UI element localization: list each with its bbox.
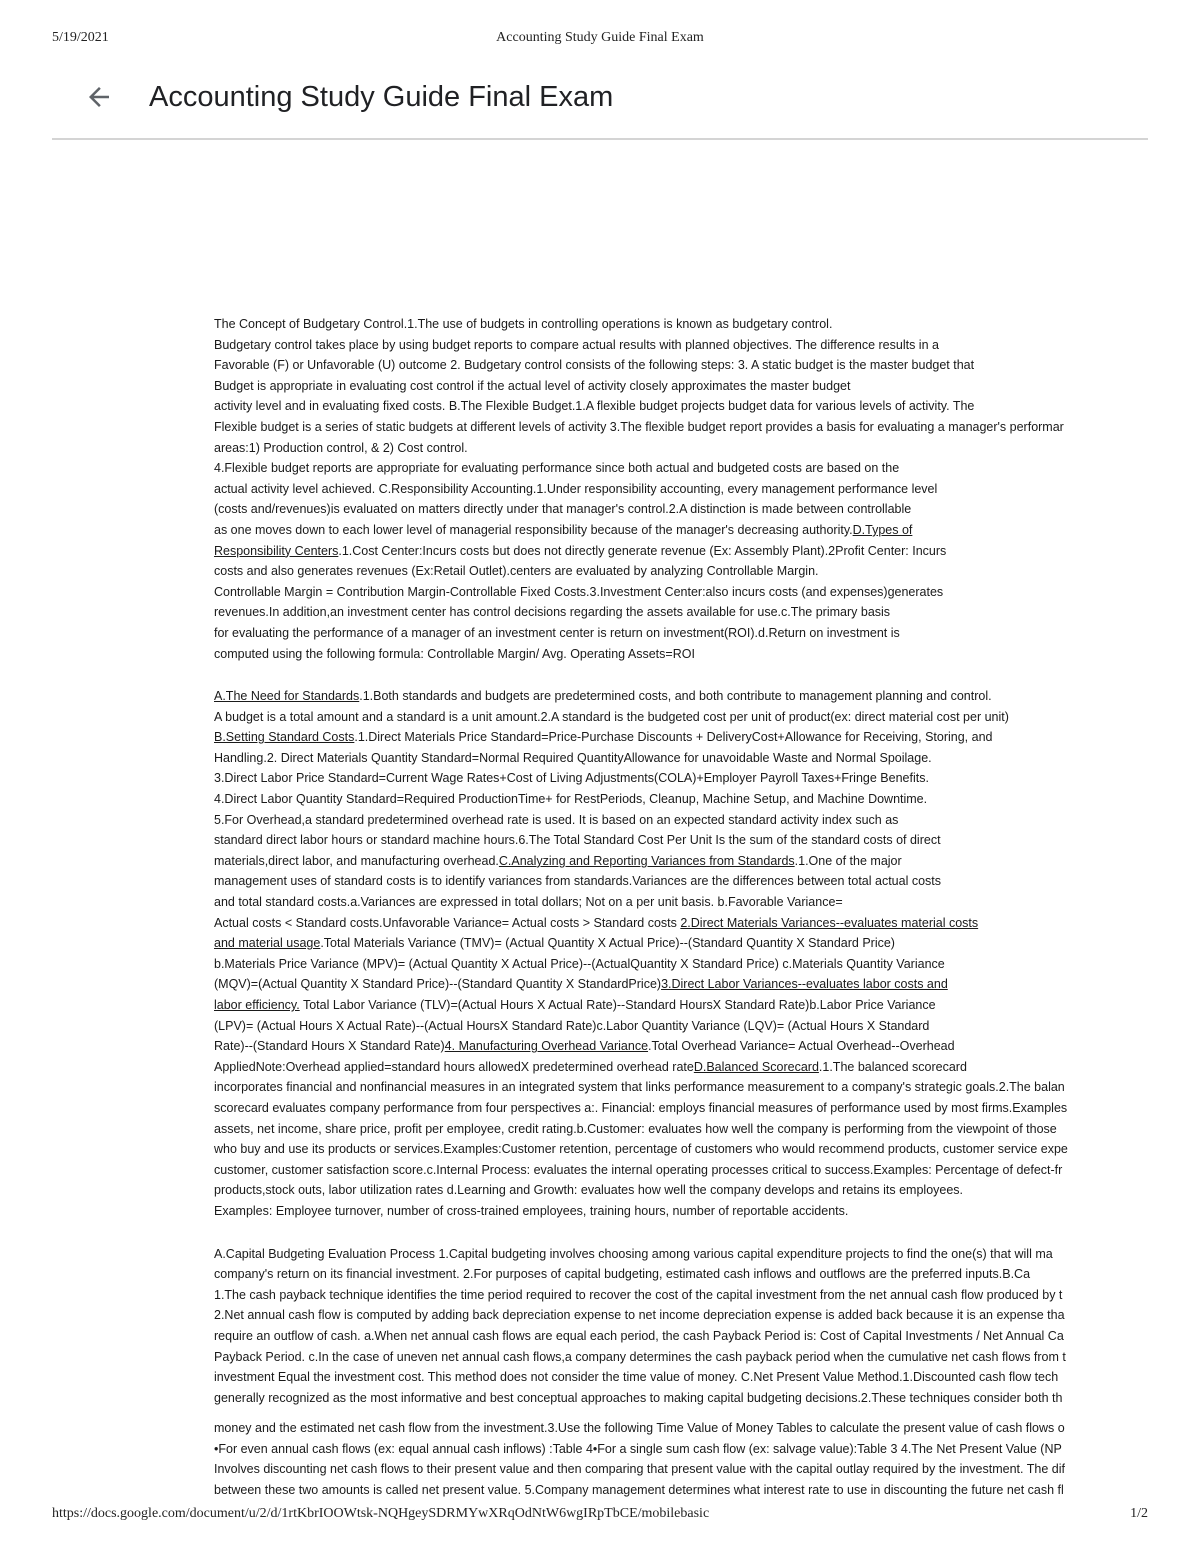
text-line: 1.The cash payback technique identifies the time period required to recover the cost of the capital investment from the net annual cash flow produced by t: [214, 1287, 1063, 1302]
underlined-heading: D.Balanced Scorecard: [693, 1059, 819, 1074]
text-segment: as one moves down to each lower level of managerial responsibility because of the manager's decreasing authority.: [214, 522, 853, 537]
underlined-heading: C.Analyzing and Reporting Variances from Standards: [498, 853, 795, 868]
page-number: 1/2: [1130, 1506, 1148, 1521]
text-line: Examples: Employee turnover, number of cross-trained employees, training hours, number of reportable accidents.: [214, 1203, 849, 1218]
text-line: incorporates financial and nonfinancial measures in an integrated system that links performance measurement to a company's strategic goals.2.The balan: [214, 1080, 1065, 1095]
underlined-heading: D.Types of: [852, 522, 913, 537]
print-footer: [52, 1506, 1148, 1526]
text-line: [214, 541, 1148, 562]
document-title: Accounting Study Guide Final Exam: [149, 81, 614, 113]
text-segment: materials,direct labor, and manufacturing overhead.: [214, 853, 499, 868]
text-line: [214, 686, 1148, 707]
text-line: customer, customer satisfaction score.c.Internal Process: evaluates the internal operating processes critical to success.Examples: Percentage of defect-fr: [214, 1162, 1063, 1177]
text-line: 2.Net annual cash flow is computed by adding back depreciation expense to net income depreciation expense is added back because it is an expense tha: [214, 1308, 1065, 1323]
text-line: 4.Direct Labor Quantity Standard=Required ProductionTime+ for RestPeriods, Cleanup, Machine Setup, and Machine Downtime.: [214, 792, 928, 807]
text-line: between these two amounts is called net present value. 5.Company management determines what interest rate to use in discounting the future net cash fl: [214, 1483, 1064, 1498]
text-line: 3.Direct Labor Price Standard=Current Wage Rates+Cost of Living Adjustments(COLA)+Employer Payroll Taxes+Fringe Benefits.: [214, 771, 929, 786]
paragraph-budgetary-control: [214, 314, 1148, 664]
text-line: [214, 520, 1148, 541]
text-line: •For even annual cash flows (ex: equal annual cash inflows) :Table 4•For a single sum cash flow (ex: salvage value):Table 3 4.The Net Present Value (NP: [214, 1441, 1062, 1456]
text-line: [214, 1036, 1148, 1057]
text-line: assets, net income, share price, profit per employee, credit rating.b.Customer: evaluates how well the company is performing from the viewpoint of those: [214, 1121, 1057, 1136]
text-line: costs and also generates revenues (Ex:Retail Outlet).centers are evaluated by analyzing Controllable Margin.: [214, 564, 819, 579]
text-segment: (MQV)=(Actual Quantity X Standard Price)--(Standard Quantity X StandardPrice): [214, 977, 662, 992]
print-url: https://docs.google.com/document/u/2/d/1rtKbrIOOWtsk-NQHgeySDRMYwXRqOdNtW6wgIRpTbCE/mobilebasic: [52, 1506, 710, 1521]
text-line: generally recognized as the most informative and best conceptual approaches to making capital budgeting decisions.2.These techniques consider both th: [214, 1390, 1063, 1405]
text-line: activity level and in evaluating fixed costs. B.The Flexible Budget.1.A flexible budget projects budget data for various levels of activity. The: [214, 399, 975, 414]
text-line: [214, 974, 1148, 995]
text-line: Flexible budget is a series of static budgets at different levels of activity 3.The flexible budget report provides a basis for evaluating a manager's performar: [214, 419, 1064, 434]
text-segment: AppliedNote:Overhead applied=standard hours allowedX predetermined overhead rate: [214, 1059, 694, 1074]
back-button[interactable]: [82, 80, 116, 114]
document-body: [214, 314, 1148, 1498]
arrow-left-icon: [84, 82, 114, 112]
text-segment: .1.Cost Center:Incurs costs but does not directly generate revenue (Ex: Assembly Plant).2Profit Center: Incurs: [338, 543, 947, 558]
text-line: A budget is a total amount and a standard is a unit amount.2.A standard is the budgeted cost per unit of product(ex: direct material cost per unit): [214, 709, 1009, 724]
text-line: revenues.In addition,an investment center has control decisions regarding the assets available for use.c.The primary basis: [214, 605, 891, 620]
paragraph-capital-budgeting: [214, 1244, 1148, 1409]
text-line: 4.Flexible budget reports are appropriate for evaluating performance since both actual and budgeted costs are based on the: [214, 461, 900, 476]
text-line: require an outflow of cash. a.When net annual cash flows are equal each period, the cash Payback Period is: Cost of Capital Investments / Net Annual Ca: [214, 1328, 1064, 1343]
text-line: [214, 995, 1148, 1016]
text-line: scorecard evaluates company performance from four perspectives a:. Financial: employs financial measures of performance used by most firms.Examples: [214, 1100, 1068, 1115]
underlined-heading: 2.Direct Materials Variances--evaluates material costs: [680, 915, 979, 930]
underlined-heading: and material usage: [214, 936, 321, 951]
text-line: for evaluating the performance of a manager of an investment center is return on investment(ROI).d.Return on investment is: [214, 625, 900, 640]
text-line: Controllable Margin = Contribution Margin-Controllable Fixed Costs.3.Investment Center:also incurs costs (and expenses)generates: [214, 584, 944, 599]
text-segment: Rate)--(Standard Hours X Standard Rate): [214, 1039, 445, 1054]
print-date: 5/19/2021: [52, 30, 109, 45]
text-line: areas:1) Production control, & 2) Cost control.: [214, 440, 468, 455]
text-line: 5.For Overhead,a standard predetermined overhead rate is used. It is based on an expected standard activity index such as: [214, 812, 899, 827]
text-line: Favorable (F) or Unfavorable (U) outcome 2. Budgetary control consists of the following steps: 3. A static budget is the master budget that: [214, 358, 975, 373]
underlined-heading: Responsibility Centers: [214, 543, 339, 558]
underlined-heading: B.Setting Standard Costs: [214, 730, 355, 745]
underlined-heading: labor efficiency.: [214, 998, 300, 1012]
text-segment: Total Labor Variance (TLV)=(Actual Hours X Actual Rate)--Standard HoursX Standard Rate)b.Labor Price Variance: [299, 998, 936, 1012]
text-line: A.Capital Budgeting Evaluation Process 1.Capital budgeting involves choosing among various capital expenditure projects to find the one(s) that will ma: [214, 1246, 1053, 1261]
text-line: company's return on its financial investment. 2.For purposes of capital budgeting, estimated cash inflows and outflows are the preferred inputs.B.Ca: [214, 1267, 1031, 1282]
text-line: [214, 913, 1148, 934]
text-line: The Concept of Budgetary Control.1.The use of budgets in controlling operations is known as budgetary control.: [214, 317, 833, 331]
text-line: Handling.2. Direct Materials Quantity Standard=Normal Required QuantityAllowance for unavoidable Waste and Normal Spoilage.: [214, 750, 932, 765]
text-line: Budgetary control takes place by using budget reports to compare actual results with planned objectives. The difference results in a: [214, 337, 939, 352]
text-line: [214, 1057, 1148, 1078]
text-line: Payback Period. c.In the case of uneven net annual cash flows,a company determines the cash payback period when the cumulative net cash flows from t: [214, 1349, 1066, 1364]
paragraph-standard-costs: [214, 686, 1148, 1221]
text-line: b.Materials Price Variance (MPV)= (Actual Quantity X Actual Price)--(ActualQuantity X Standard Price) c.Materials Quantity Variance: [214, 956, 945, 971]
text-segment: .1.One of the major: [794, 853, 902, 868]
text-line: Budget is appropriate in evaluating cost control if the actual level of activity closely approximates the master budget: [214, 378, 851, 393]
text-line: standard direct labor hours or standard machine hours.6.The Total Standard Cost Per Unit Is the sum of the standard costs of direct: [214, 833, 941, 848]
text-line: [214, 851, 1148, 872]
text-segment: .1.The balanced scorecard: [818, 1059, 967, 1074]
text-segment: .1.Both standards and budgets are predetermined costs, and both contribute to management planning and control.: [359, 689, 992, 704]
text-segment: .Total Materials Variance (TMV)= (Actual Quantity X Actual Price)--(Standard Quantity X Standard Price): [320, 936, 895, 951]
text-line: (LPV)= (Actual Hours X Actual Rate)--(Actual HoursX Standard Rate)c.Labor Quantity Variance (LQV)= (Actual Hours X Standard: [214, 1018, 930, 1033]
text-line: [214, 933, 1148, 954]
underlined-heading: 4. Manufacturing Overhead Variance: [444, 1039, 649, 1054]
text-line: [214, 727, 1148, 748]
text-line: Involves discounting net cash flows to their present value and then comparing that present value with the capital outlay required by the investment. The dif: [214, 1462, 1065, 1477]
text-line: actual activity level achieved. C.Responsibility Accounting.1.Under responsibility accounting, every management performance level: [214, 481, 938, 496]
text-line: money and the estimated net cash flow from the investment.3.Use the following Time Value of Money Tables to calculate the present value of cash flows o: [214, 1421, 1065, 1436]
document-header: [52, 70, 1148, 140]
text-segment: Actual costs < Standard costs.Unfavorable Variance= Actual costs > Standard costs: [214, 915, 681, 930]
underlined-heading: 3.Direct Labor Variances--evaluates labor costs and: [661, 977, 948, 992]
print-title: Accounting Study Guide Final Exam: [496, 30, 704, 45]
text-line: management uses of standard costs is to identify variances from standards.Variances are the differences between total actual costs: [214, 874, 942, 889]
text-segment: .1.Direct Materials Price Standard=Price-Purchase Discounts + DeliveryCost+Allowance for Receiving, Storing, and: [354, 730, 993, 745]
text-line: investment Equal the investment cost. This method does not consider the time value of money. C.Net Present Value Method.1.Discounted cash flow tech: [214, 1370, 1059, 1385]
text-line: computed using the following formula: Controllable Margin/ Avg. Operating Assets=ROI: [214, 646, 695, 661]
paragraph-net-present-value: [214, 1418, 1148, 1498]
text-line: products,stock outs, labor utilization rates d.Learning and Growth: evaluates how well the company develops and retains its employees.: [214, 1183, 964, 1198]
text-segment: .Total Overhead Variance= Actual Overhead--Overhead: [648, 1039, 955, 1054]
text-line: who buy and use its products or services.Examples:Customer retention, percentage of customers who would recommend products, customer service expe: [214, 1142, 1068, 1157]
text-line: (costs and/revenues)is evaluated on matters directly under that manager's control.2.A distinction is made between controllable: [214, 502, 912, 517]
underlined-heading: A.The Need for Standards: [214, 689, 360, 704]
print-header: [52, 30, 1148, 50]
text-line: and total standard costs.a.Variances are expressed in total dollars; Not on a per unit basis. b.Favorable Variance=: [214, 895, 843, 910]
